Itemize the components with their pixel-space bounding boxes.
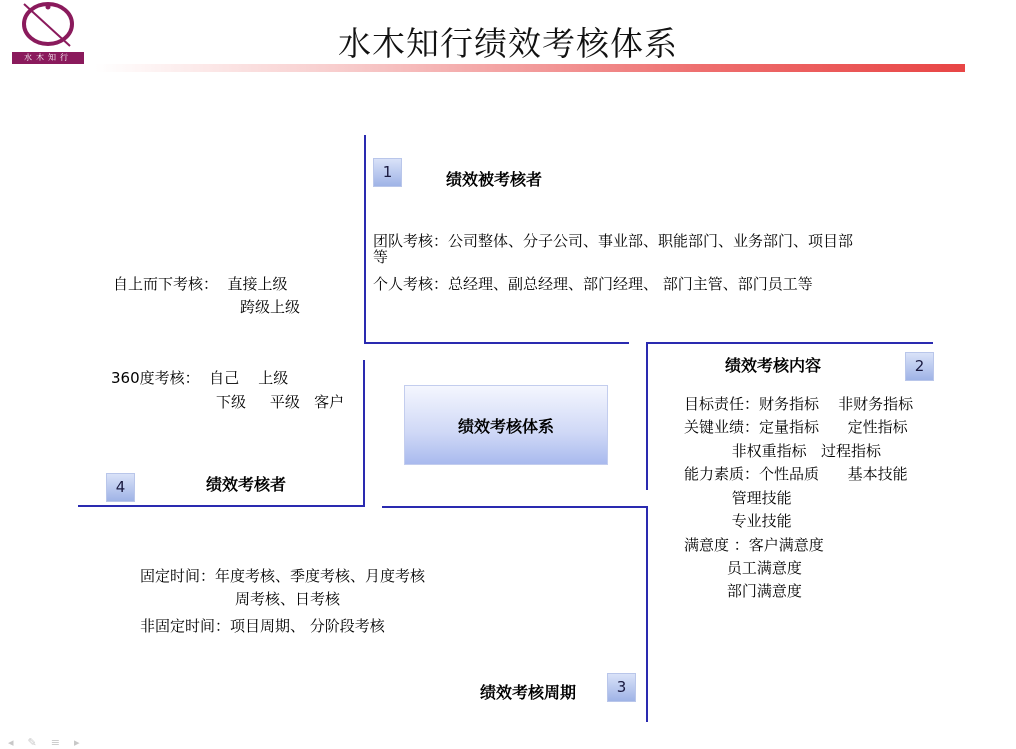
q2-line: 能力素质：个性品质 基本技能	[684, 465, 908, 483]
logo	[6, 0, 90, 66]
page-title: 水木知行绩效考核体系	[338, 24, 678, 63]
q2-line: 专业技能	[684, 512, 792, 530]
q2-line: 部门满意度	[684, 582, 802, 600]
q3-line: 固定时间：年度考核、季度考核、月度考核	[140, 567, 426, 585]
prev-slide-icon[interactable]: ◂	[8, 736, 28, 749]
divider-h-q1	[364, 342, 629, 344]
slide-nav	[8, 736, 94, 749]
q1-line: 等	[373, 248, 389, 266]
q1-line: 个人考核：总经理、副总经理、部门经理、 部门主管、部门员工等	[373, 275, 813, 293]
q2-line: 关键业绩：定量指标 定性指标	[684, 418, 908, 436]
divider-h-q4	[78, 505, 365, 507]
divider-v-q2	[646, 342, 648, 490]
badge-2: 2	[905, 352, 934, 381]
q3-line: 周考核、日考核	[235, 590, 341, 608]
pen-icon[interactable]: ✎	[27, 736, 51, 749]
divider-h-q3	[382, 506, 648, 508]
divider-v-top	[364, 135, 366, 343]
badge-3: 3	[607, 673, 636, 702]
q2-line: 管理技能	[684, 489, 792, 507]
q4-line: 下级 平级 客户	[216, 393, 345, 411]
q2-line: 目标责任：财务指标 非财务指标	[684, 395, 914, 413]
q3-heading: 绩效考核周期	[480, 683, 577, 702]
logo-text: 水木知行	[12, 52, 84, 64]
q4-line: 360度考核： 自己 上级	[111, 369, 289, 387]
divider-v-q4	[363, 360, 365, 506]
divider-h-q2	[646, 342, 933, 344]
divider-v-q3	[646, 506, 648, 722]
q4-top-line: 跨级上级	[240, 298, 301, 316]
menu-icon[interactable]: ≡	[50, 736, 74, 749]
q2-line: 员工满意度	[684, 559, 802, 577]
q2-line: 满意度 ：客户满意度	[684, 536, 824, 554]
badge-1: 1	[373, 158, 402, 187]
q2-line: 非权重指标 过程指标	[684, 442, 881, 460]
center-system-box: 绩效考核体系	[404, 385, 608, 465]
q3-line: 非固定时间：项目周期、 分阶段考核	[140, 617, 385, 635]
q4-heading: 绩效考核者	[206, 475, 287, 494]
q1-line: 团队考核：公司整体、分子公司、事业部、职能部门、业务部门、项目部	[373, 232, 854, 250]
title-divider	[95, 64, 965, 72]
q2-heading: 绩效考核内容	[725, 356, 822, 375]
q1-heading: 绩效被考核者	[446, 170, 543, 189]
next-slide-icon[interactable]: ▸	[73, 736, 94, 749]
badge-4: 4	[106, 473, 135, 502]
q4-top-line: 自上而下考核： 直接上级	[113, 275, 288, 293]
